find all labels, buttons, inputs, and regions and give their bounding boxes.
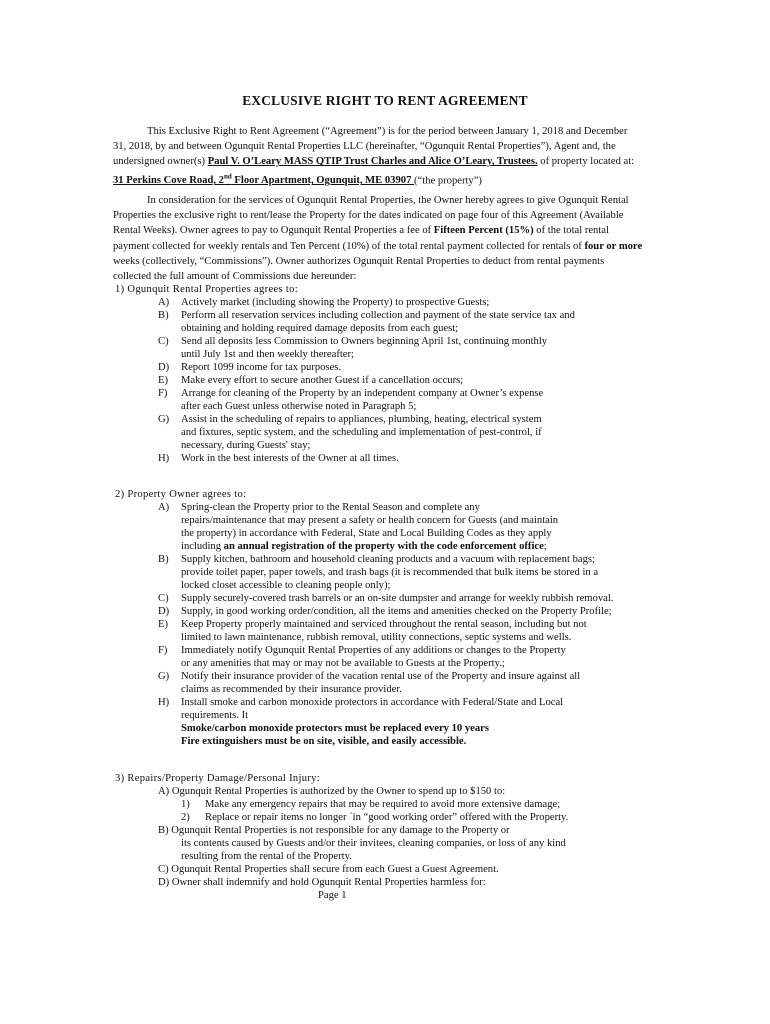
fee-percent: Fifteen Percent (15%) <box>433 225 534 237</box>
list-item: A) Spring-clean the Property prior to the Rental Season and complete any repairs/maintenance that may present a safety or health concern for Guests (and maintain the property) in accordance with Federal, State and Local Building Codes as they apply including an annual registration of the property with the code enforcement office; <box>158 502 559 552</box>
list-item: D) Supply, in good working order/condition, all the items and amenities checked on the Property Profile; <box>158 606 612 617</box>
list-item: H) Work in the best interests of the Owner at all times. <box>158 453 399 464</box>
weeks-term: four or more <box>584 240 643 252</box>
section-title: 2) Property Owner agrees to: <box>115 489 247 500</box>
list-item: 1) Make any emergency repairs that may be required to avoid more extensive damage; <box>181 799 561 810</box>
list-item: E) Make every effort to secure another Guest if a cancellation occurs; <box>158 375 464 386</box>
section-owner-duties <box>115 488 675 748</box>
list-item: D) Report 1099 income for tax purposes. <box>158 362 342 373</box>
list-item: G) Notify their insurance provider of the vacation rental use of the Property and insure against all claims as recommended by their insurance provider. <box>158 671 581 695</box>
list-item: F) Immediately notify Ogunquit Rental Properties of any additions or changes to the Property or any amenities that may or may not be available to Guests at the Property.; <box>158 645 566 669</box>
repairs-d: D) Owner shall indemnify and hold Ogunquit Rental Properties harmless for: <box>158 877 486 888</box>
repairs-a: A) Ogunquit Rental Properties is authorized by the Owner to spend up to $150 to: <box>158 786 506 797</box>
repairs-b: B) Ogunquit Rental Properties is not responsible for any damage to the Property or its contents caused by Guests and/or their invitees, cleaning companies, or loss of any kind resulting from the rental of the Property. <box>158 825 566 862</box>
list-item: F) Arrange for cleaning of the Property by an independent company at Owner’s expense after each Guest unless otherwise noted in Paragraph 5; <box>158 388 544 412</box>
list-item: A) Actively market (including showing the Property) to prospective Guests; <box>158 297 490 308</box>
smoke-detector-warning: Smoke/carbon monoxide protectors must be replaced every 10 years <box>181 723 489 734</box>
repairs-c: C) Ogunquit Rental Properties shall secure from each Guest a Guest Agreement. <box>158 864 499 875</box>
section-agent-duties <box>115 283 675 465</box>
list-item: C) Supply securely-covered trash barrels or an on-site dumpster and arrange for weekly rubbish removal. <box>158 593 614 604</box>
section-title: 1) Ogunquit Rental Properties agrees to: <box>115 284 298 295</box>
code-enforcement-note: an annual registration of the property with the code enforcement office <box>223 541 544 552</box>
list-item: H) Install smoke and carbon monoxide protectors in accordance with Federal/State and Local requirements. It <box>158 697 564 721</box>
document-title: EXCLUSIVE RIGHT TO RENT AGREEMENT <box>242 93 528 108</box>
list-item: B) Supply kitchen, bathroom and household cleaning products and a vacuum with replacement bags; provide toilet paper, paper towels, and trash bags (it is recommended that bulk items be stored in a locked closet accessible to cleaning people only); <box>158 554 599 591</box>
list-item: G) Assist in the scheduling of repairs to appliances, plumbing, heating, electrical system and fixtures, septic system, and the scheduling and implementation of pest-control, if necessary, during Guests' stay; <box>158 414 542 451</box>
fire-extinguisher-warning: Fire extinguishers must be on site, visible, and easily accessible. <box>181 736 467 747</box>
list-item: E) Keep Property properly maintained and serviced throughout the rental season, including but not limited to lawn maintenance, rubbish removal, utility connections, septic systems and wells. <box>158 619 587 643</box>
consideration-paragraph: In consideration for the services of Ogunquit Rental Properties, the Owner hereby agrees to give Ogunquit Rental Properties the exclusive right to rent/lease the Property for the dates indicated on page four of this Agreement (Available Rental Weeks). Owner agrees to pay to Ogunquit Rental Properties a fee of Fifteen Percent (15%) of the total rental payment collected for weekly rentals and Ten Percent (10%) of the total rental payment collected for rentals of four or more weeks (collectively, “Commissions”). Owner authorizes Ogunquit Rental Properties to deduct from rental payments collected the full amount of Commissions due hereunder: <box>113 195 643 283</box>
page-number: Page 1 <box>318 890 347 901</box>
section-repairs <box>115 772 675 889</box>
owner-name: Paul V. O’Leary MASS QTIP Trust Charles and Alice O’Leary, Trustees. <box>207 156 538 168</box>
intro-paragraph: This Exclusive Right to Rent Agreement (“Agreement”) is for the period between January 1, 2018 and December 31, 2018, by and between Ogunquit Rental Properties LLC (hereinafter, “Ogunquit Rental Properties”), Agent and, the undersigned owner(s) Paul V. O’Leary MASS QTIP Trust Charles and Alice O’Leary, Trustees. of property located at: 31 Perkins Cove Road, 2nd Floor Apartment, Ogunquit, ME 03907 (“the property”) <box>113 126 635 187</box>
list-item: C) Send all deposits less Commission to Owners beginning April 1st, continuing monthly until July 1st and then weekly thereafter; <box>158 336 548 360</box>
section-title: 3) Repairs/Property Damage/Personal Injury: <box>115 773 321 784</box>
list-item: B) Perform all reservation services including collection and payment of the state service tax and obtaining and holding required damage deposits from each guest; <box>158 310 575 334</box>
section-items <box>115 296 675 465</box>
section-items <box>115 553 675 722</box>
property-address: 31 Perkins Cove Road, 2nd Floor Apartment, Ogunquit, ME 03907 <box>113 172 415 187</box>
list-item: 2) Replace or repair items no longer ´in “good working order” offered with the Property. <box>181 812 569 823</box>
